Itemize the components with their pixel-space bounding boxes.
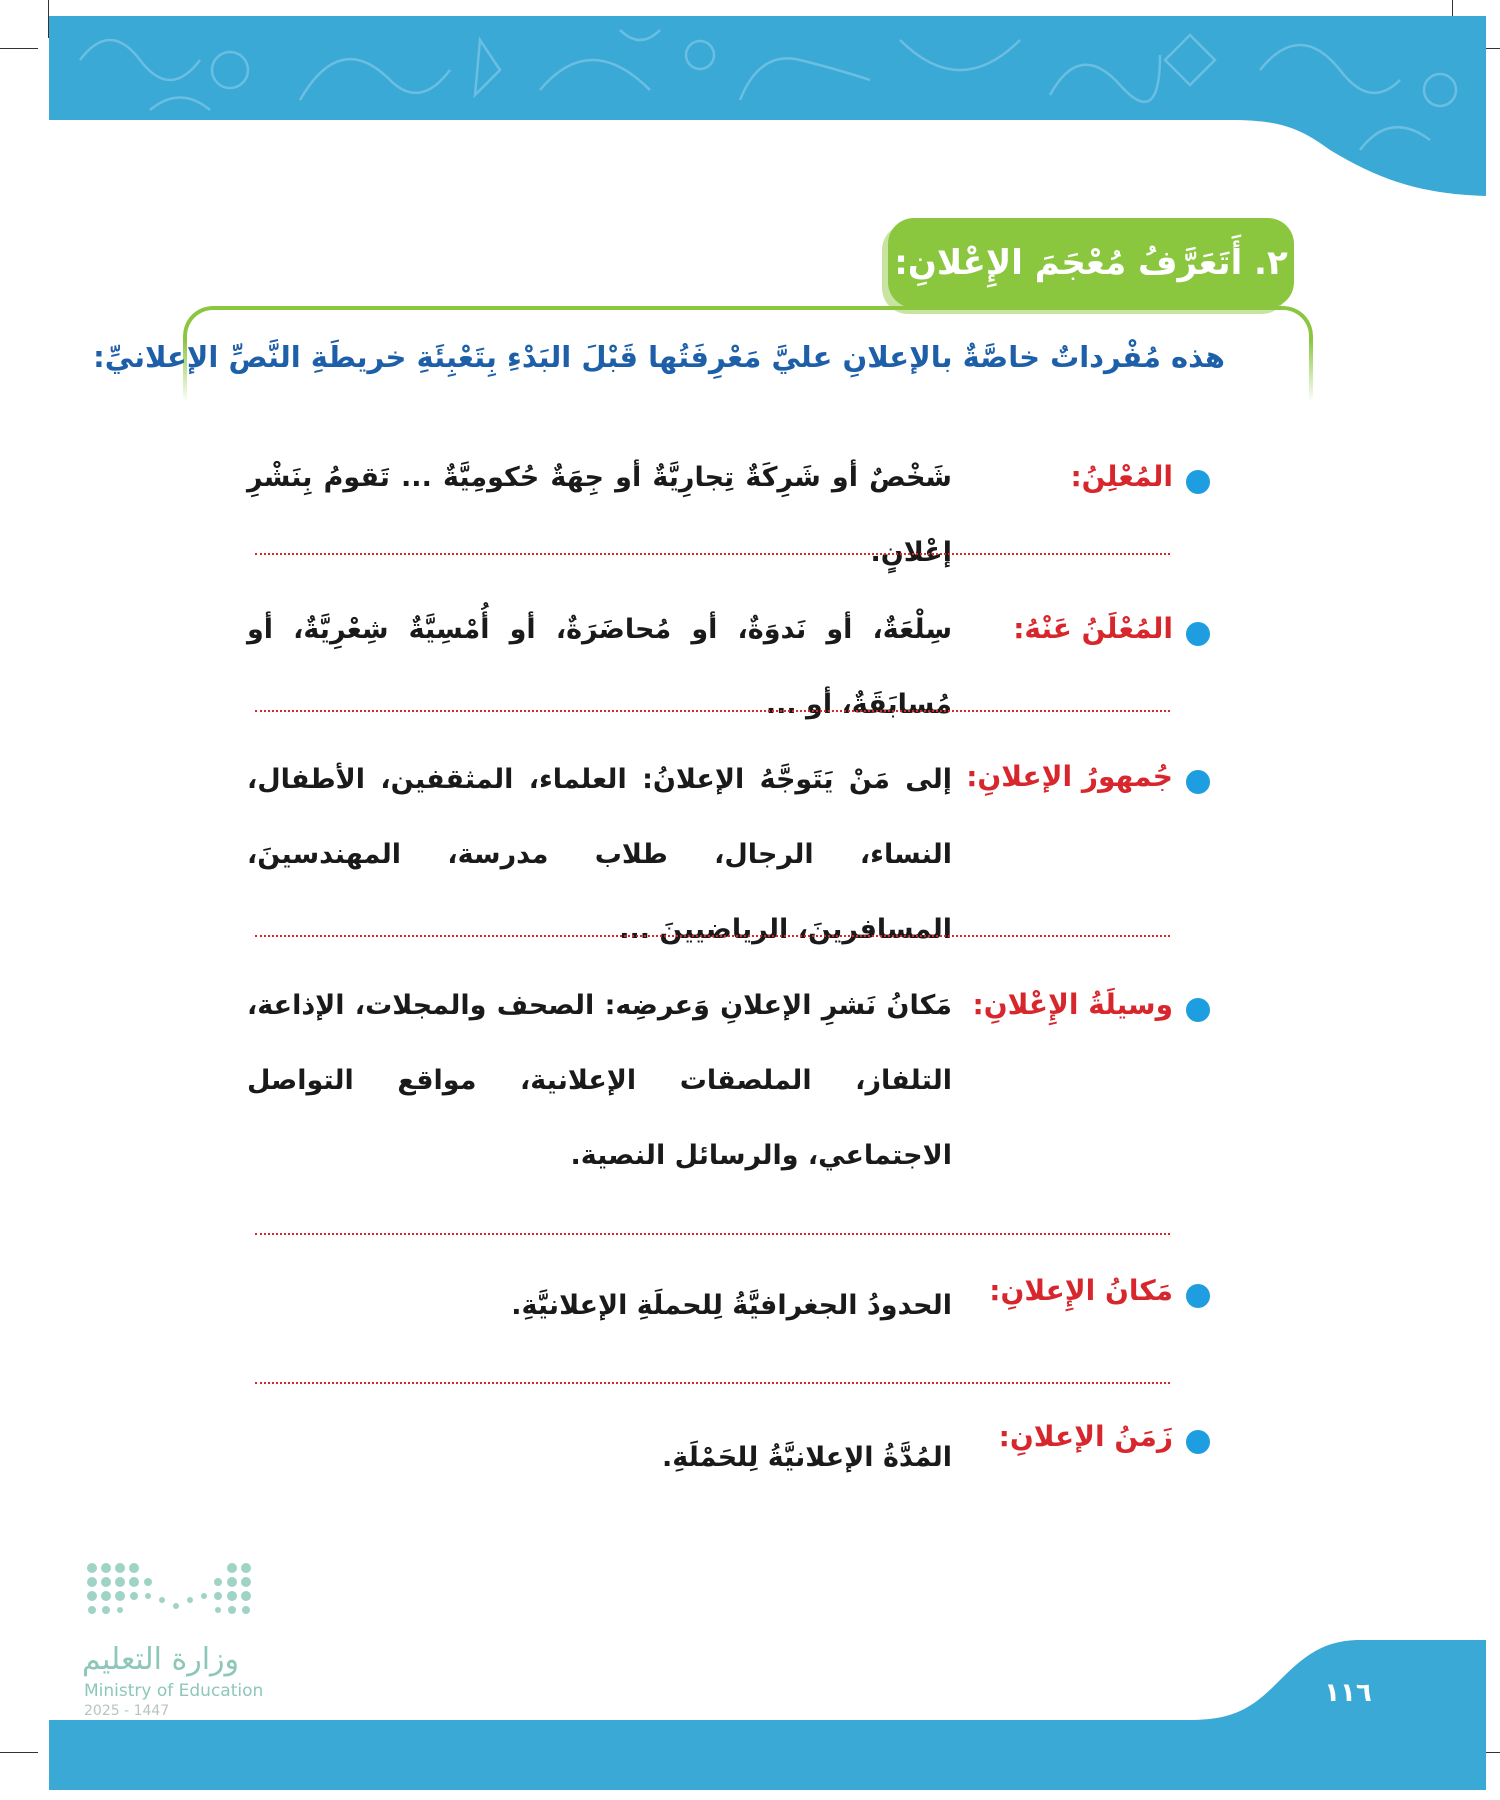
dotted-divider <box>255 1233 1170 1235</box>
entry-definition: الحدودُ الجغرافيَّةُ لِلحملَةِ الإعلانيَّةِ. <box>511 1290 952 1321</box>
bullet-icon <box>1186 1284 1210 1308</box>
dotted-divider <box>255 1382 1170 1384</box>
entry-definition: شَخْصٌ أو شَرِكَةٌ تِجارِيَّةٌ أو جِهَةٌ حُكومِيَّةٌ ... تَقومُ بِنَشْرِ إعْلانٍ. <box>247 462 952 568</box>
bullet-icon <box>1186 1430 1210 1454</box>
footer-band <box>0 1630 1500 1800</box>
top-banner <box>0 0 1500 200</box>
entry-definition: مَكانُ نَشرِ الإعلانِ وَعرضِه: الصحف والمجلات، الإذاعة، التلفاز، الملصقات الإعلانية، مواقع التواصل الاجتماعي، والرسائل النصية. <box>247 990 952 1171</box>
entry-term: زَمَنُ الإعلانِ: <box>998 1420 1173 1453</box>
bullet-icon <box>1186 470 1210 494</box>
dotted-divider <box>255 553 1170 555</box>
entry-term: مَكانُ الإِعلانِ: <box>989 1274 1173 1307</box>
ministry-name-arabic: وزارة التعليم <box>82 1642 240 1677</box>
entry-term: المُعْلَنُ عَنْهُ: <box>1013 612 1173 645</box>
entry-term: وسيلَةُ الإِعْلانِ: <box>972 988 1173 1021</box>
dotted-divider <box>255 710 1170 712</box>
ministry-name-english: Ministry of Education <box>84 1681 264 1701</box>
section-heading <box>888 218 1294 308</box>
edition-year: 2025 - 1447 <box>84 1703 170 1719</box>
bullet-icon <box>1186 770 1210 794</box>
entry-definition: سِلْعَةٌ، أو نَدوَةٌ، أو مُحاضَرَةٌ، أو أُمْسِيَّةٌ شِعْرِيَّةٌ، أو مُسابَقَةٌ، أو ... <box>247 614 952 720</box>
page-number: ١١٦ <box>1324 1678 1372 1708</box>
bullet-icon <box>1186 998 1210 1022</box>
intro-text: هذه مُفْرداتٌ خاصَّةٌ بالإعلانِ عليَّ مَعْرِفَتُها قَبْلَ البَدْءِ بِتَعْبِئَةِ خريطَةِ النَّصِّ الإعلانيِّ: <box>93 340 1225 374</box>
entry-definition: إلى مَنْ يَتَوجَّهُ الإعلانُ: العلماء، المثقفين، الأطفال، النساء، الرجال، طلاب مدرسة، المهندسينَ، المسافرينَ، الرياضيينَ ... <box>247 764 952 945</box>
entry-definition: المُدَّةُ الإعلانيَّةُ لِلحَمْلَةِ. <box>661 1442 952 1473</box>
section-title: ٢. أَتَعَرَّفُ مُعْجَمَ الإِعْلانِ: <box>894 243 1288 283</box>
entry-term: جُمهورُ الإعلانِ: <box>966 760 1173 793</box>
bullet-icon <box>1186 622 1210 646</box>
dotted-divider <box>255 935 1170 937</box>
entry-term: المُعْلِنُ: <box>1070 460 1173 493</box>
